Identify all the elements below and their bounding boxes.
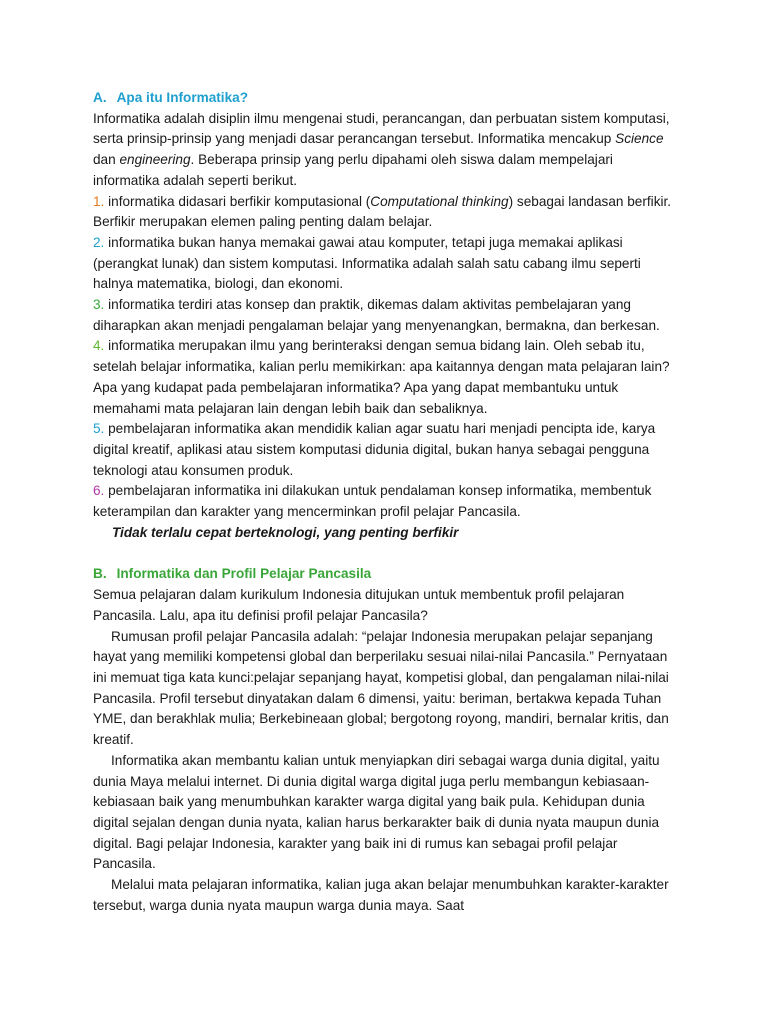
section-a-heading [93,88,682,109]
list-item-1 [93,192,682,233]
section-b-title: Informatika dan Profil Pelajar Pancasila [116,566,372,582]
motto: Tidak terlalu cepat berteknologi, yang penting berfikir [112,524,459,540]
list-item-5 [93,419,682,481]
list-text-6: pembelajaran informatika ini dilakukan untuk pendalaman konsep informatika, membentuk keterampilan dan karakter yang mencerminkan profil pelajar Pancasila. [93,483,652,520]
section-spacer [93,543,682,564]
list-text-3: informatika terdiri atas konsep dan praktik, dikemas dalam aktivitas pembelajaran yang diharapkan akan menjadi pengalaman belajar yang menyenangkan, bermakna, dan berkesan. [93,297,660,333]
list-number-2: 2. [93,234,105,250]
intro-text-2: . Beberapa prinsip yang perlu dipahami oleh siswa dalam mempelajari informatika adalah seperti berikut. [93,152,613,188]
intro-dan: dan [93,152,120,168]
list-text-4: informatika merupakan ilmu yang berinteraksi dengan semua bidang lain. Oleh sebab itu, setelah belajar informatika, kalian perlu memikirkan: apa kaitannya dengan mata pelajaran lain? Apa yang kudapat pada pembelajaran informatika? Apa yang dapat membantuku untuk memahami mata pelajaran lain dengan lebih baik dan sebaliknya. [93,338,670,416]
intro-text-1: Informatika adalah disiplin ilmu mengenai studi, perancangan, dan perbuatan sistem komputasi, serta prinsip-prinsip yang menjadi dasar perancangan tersebut. Informatika mencakup [93,110,670,147]
list-text-1-italic: Computational thinking [370,193,509,209]
list-text-1a: informatika didasari berfikir komputasional ( [104,193,371,209]
list-text-1b: ) sebagai landasan berfikir. Berfikir merupakan elemen paling penting dalam belajar. [93,193,672,230]
section-a-title: Apa itu Informatika? [116,90,249,105]
section-b-paragraph-1: Semua pelajaran dalam kurikulum Indonesia ditujukan untuk membentuk profil pelajaran Pancasila. Lalu, apa itu definisi profil pelajar Pancasila? [93,587,625,623]
list-number-6: 6. [93,483,105,499]
list-number-5: 5. [93,421,105,437]
section-b-heading [93,564,682,585]
section-b-letter: B. [93,566,107,582]
section-a-letter: A. [93,90,107,105]
section-a-intro [93,109,682,192]
list-number-4: 4. [93,338,105,354]
section-b-paragraph-2: Rumusan profil pelajar Pancasila adalah: “pelajar Indonesia merupakan pelajar sepanjang hayat yang memiliki kompetensi global dan berperilaku sesuai nilai-nilai Pancasila.” Pernyataan ini memuat tiga kata kunci:pelajar sepanjang hayat, kompetisi global, dan pengalaman nilai-nilai Pancasila. Profil tersebut dinyatakan dalam 6 dimensi, yaitu: beriman, bertakwa kepada Tuhan YME, dan berakhlak mulia; Berkebineaan global; bergotong royong, mandiri, bernalar kritis, dan kreatif. [93,628,669,748]
section-b-paragraph-4: Melalui mata pelajaran informatika, kalian juga akan belajar menumbuhkan karakter-karakter tersebut, warga dunia nyata maupun warga dunia maya. Saat [93,877,669,913]
intro-engineering: engineering [119,152,191,168]
list-item-2 [93,233,682,295]
intro-science: Science [615,131,664,147]
list-item-6 [93,481,682,522]
list-item-3 [93,295,682,336]
list-text-2: informatika bukan hanya memakai gawai atau komputer, tetapi juga memakai aplikasi (perangkat lunak) dan sistem komputasi. Informatika adalah salah satu cabang ilmu seperti halnya matematika, biologi, dan ekonomi. [93,234,641,292]
list-item-4 [93,336,682,419]
section-b-paragraph-3: Informatika akan membantu kalian untuk menyiapkan diri sebagai warga dunia digital, yaitu dunia Maya melalui internet. Di dunia digital warga digital juga perlu membangun kebiasaan-kebiasaan baik yang menumbuhkan karakter warga digital yang baik pula. Kehidupan dunia digital sejalan dengan dunia nyata, kalian harus berkarakter baik di dunia nyata maupun dunia digital. Bagi pelajar Indonesia, karakter yang baik ini di rumus kan sebagai profil pelajar Pancasila. [93,752,660,872]
list-number-3: 3. [93,297,105,313]
list-text-5: pembelajaran informatika akan mendidik kalian agar suatu hari menjadi pencipta ide, karya digital kreatif, aplikasi atau sistem komputasi didunia digital, bukan hanya sebagai pengguna teknologi atau konsumen produk. [93,421,656,478]
list-number-1: 1. [93,193,105,209]
